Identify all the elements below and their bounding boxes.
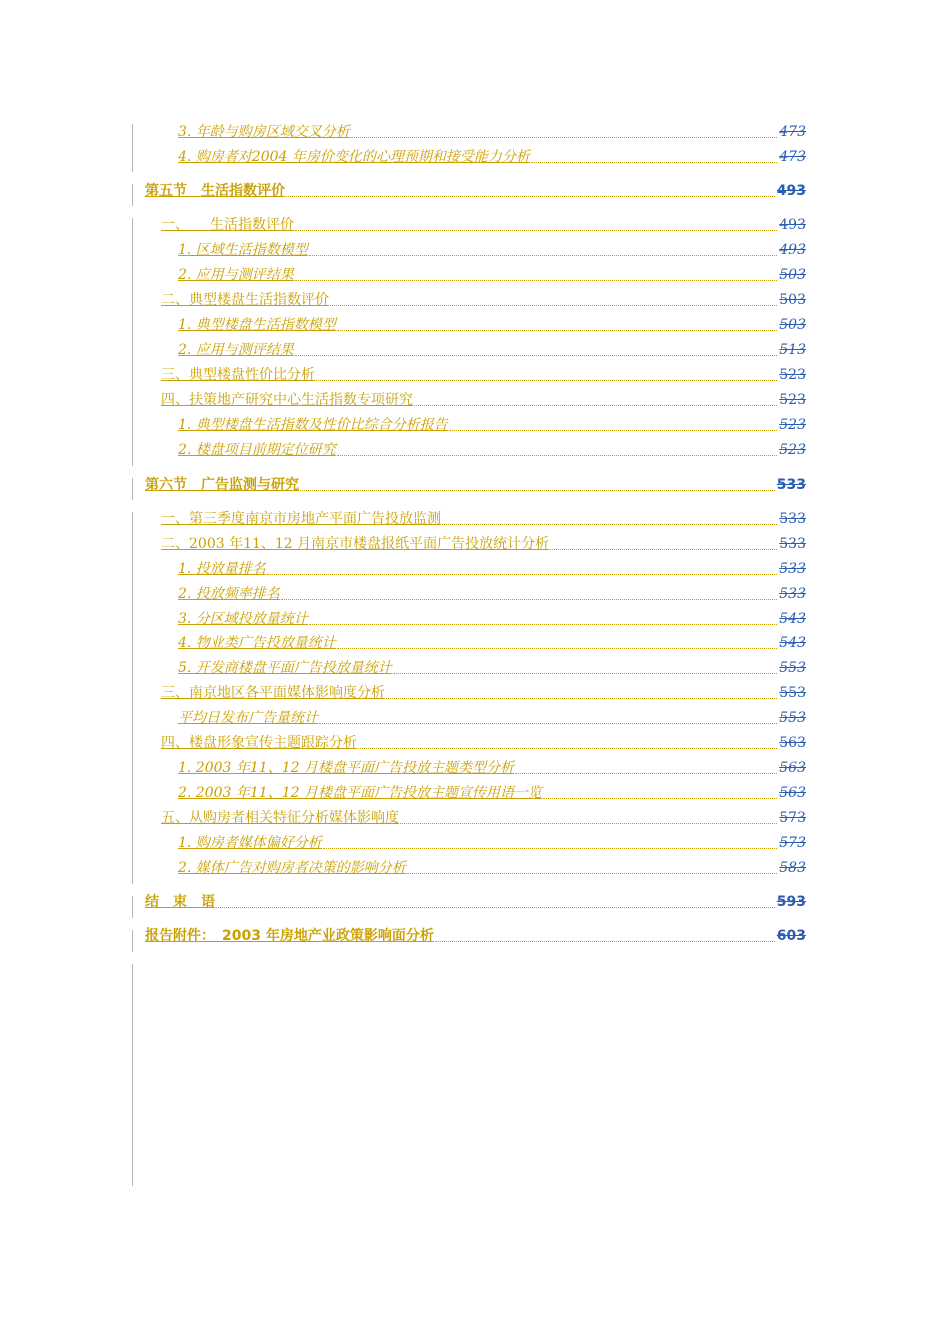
margin-rule-7 xyxy=(132,930,133,952)
toc-entry-title[interactable]: 四、楼盘形象宣传主题跟踪分析 xyxy=(161,735,357,751)
toc-entry-title[interactable]: 3. 分区域投放量统计 xyxy=(178,611,308,627)
toc-entry[interactable] xyxy=(178,558,806,580)
toc-entry-title[interactable]: 一、 生活指数评价 xyxy=(161,217,294,233)
toc-entry-title[interactable]: 2. 2003 年11、12 月楼盘平面广告投放主题宣传用语一览 xyxy=(178,785,542,801)
toc-leader-dots xyxy=(515,773,777,774)
toc-page-number[interactable]: 533 xyxy=(779,511,806,527)
toc-leader-dots xyxy=(442,524,777,525)
toc-page-number[interactable]: 553 xyxy=(779,710,806,726)
toc-entry[interactable] xyxy=(145,474,806,496)
toc-entry[interactable] xyxy=(161,389,806,411)
toc-page-number[interactable]: 523 xyxy=(779,442,806,458)
toc-leader-dots xyxy=(295,355,777,356)
toc-entry[interactable] xyxy=(178,583,806,605)
toc-leader-dots xyxy=(531,162,777,163)
toc-entry[interactable] xyxy=(178,146,806,168)
toc-entry-title[interactable]: 1. 典型楼盘生活指数及性价比综合分析报告 xyxy=(178,417,448,433)
toc-page-number[interactable]: 553 xyxy=(779,685,806,701)
toc-leader-dots xyxy=(309,624,777,625)
toc-leader-dots xyxy=(550,549,777,550)
margin-rule-6 xyxy=(132,896,133,918)
toc-leader-dots xyxy=(309,255,777,256)
toc-leader-dots xyxy=(400,823,777,824)
toc-leader-dots xyxy=(330,305,777,306)
toc-entry[interactable] xyxy=(178,857,806,879)
margin-rule-2 xyxy=(132,184,133,206)
toc-leader-dots xyxy=(337,648,777,649)
toc-entry-title[interactable]: 3. 年龄与购房区域交叉分析 xyxy=(178,124,350,140)
toc-leader-dots xyxy=(323,848,777,849)
toc-leader-dots xyxy=(407,873,777,874)
toc-entry[interactable] xyxy=(178,632,806,654)
toc-entry[interactable] xyxy=(178,264,806,286)
toc-entry-title[interactable]: 一、第三季度南京市房地产平面广告投放监测 xyxy=(161,511,441,527)
toc-entry-title[interactable]: 1. 2003 年11、12 月楼盘平面广告投放主题类型分析 xyxy=(178,760,514,776)
margin-rule-8 xyxy=(132,964,133,1186)
toc-page-number[interactable]: 503 xyxy=(779,317,806,333)
margin-rule-3 xyxy=(132,218,133,466)
toc-entry[interactable] xyxy=(178,314,806,336)
toc-entry-title[interactable]: 4. 购房者对2004 年房价变化的心理预期和接受能力分析 xyxy=(178,149,530,165)
toc-page-number[interactable]: 513 xyxy=(779,342,806,358)
toc-page-number[interactable]: 553 xyxy=(779,660,806,676)
toc-page-number[interactable]: 473 xyxy=(779,124,806,140)
toc-entry-title[interactable]: 4. 物业类广告投放量统计 xyxy=(178,635,336,651)
toc-leader-dots xyxy=(543,798,777,799)
toc-entry-title[interactable]: 二、典型楼盘生活指数评价 xyxy=(161,292,329,308)
toc-leader-dots xyxy=(295,280,777,281)
toc-page-number[interactable]: 533 xyxy=(779,561,806,577)
toc-entry-title[interactable]: 平均日发布广告量统计 xyxy=(178,710,318,726)
toc-entry-title[interactable]: 2. 投放频率排名 xyxy=(178,586,280,602)
toc-page-number[interactable]: 543 xyxy=(779,635,806,651)
toc-entry-title[interactable]: 五、从购房者相关特征分析媒体影响度 xyxy=(161,810,399,826)
toc-entry-title[interactable]: 2. 应用与测评结果 xyxy=(178,267,294,283)
toc-page-number[interactable]: 493 xyxy=(779,242,806,258)
toc-page-number[interactable]: 523 xyxy=(779,392,806,408)
toc-entry[interactable] xyxy=(161,214,806,236)
toc-page-number[interactable]: 563 xyxy=(779,735,806,751)
toc-entry-title[interactable]: 1. 购房者媒体偏好分析 xyxy=(178,835,322,851)
toc-page-number[interactable]: 523 xyxy=(779,367,806,383)
toc-entry-title[interactable]: 第五节 生活指数评价 xyxy=(145,183,285,199)
toc-leader-dots xyxy=(295,230,777,231)
toc-leader-dots xyxy=(435,941,775,942)
toc-page-number[interactable]: 573 xyxy=(779,835,806,851)
toc-entry-title[interactable]: 1. 区域生活指数模型 xyxy=(178,242,308,258)
toc-entry-title[interactable]: 结 束 语 xyxy=(145,894,215,910)
toc-page-number[interactable]: 503 xyxy=(779,267,806,283)
toc-page-number[interactable]: 603 xyxy=(776,928,806,944)
toc-entry[interactable] xyxy=(145,180,806,202)
toc-entry[interactable] xyxy=(178,239,806,261)
toc-entry[interactable] xyxy=(178,339,806,361)
margin-rule-1 xyxy=(132,124,133,172)
toc-leader-dots xyxy=(358,748,777,749)
toc-page-number[interactable]: 493 xyxy=(779,217,806,233)
toc-entry[interactable] xyxy=(161,682,806,704)
toc-page-number[interactable]: 573 xyxy=(779,810,806,826)
toc-entry-title[interactable]: 三、南京地区各平面媒体影响度分析 xyxy=(161,685,385,701)
toc-entry[interactable] xyxy=(161,807,806,829)
toc-leader-dots xyxy=(414,405,777,406)
toc-entry-title[interactable]: 二、2003 年11、12 月南京市楼盘报纸平面广告投放统计分析 xyxy=(161,536,550,552)
toc-entry-title[interactable]: 三、典型楼盘性价比分析 xyxy=(161,367,315,383)
toc-leader-dots xyxy=(386,698,777,699)
toc-leader-dots xyxy=(216,907,775,908)
toc-entry[interactable] xyxy=(178,832,806,854)
toc-leader-dots xyxy=(281,599,777,600)
toc-page-number[interactable]: 533 xyxy=(776,477,806,493)
toc-leader-dots xyxy=(351,137,777,138)
toc-entry[interactable] xyxy=(178,439,806,461)
toc-entry[interactable] xyxy=(178,608,806,630)
toc-page-number[interactable]: 583 xyxy=(779,860,806,876)
toc-entry-title[interactable]: 2. 应用与测评结果 xyxy=(178,342,294,358)
toc-page-number[interactable]: 493 xyxy=(776,183,806,199)
toc-leader-dots xyxy=(286,196,775,197)
toc-entry[interactable] xyxy=(145,925,806,947)
toc-entry-title[interactable]: 2. 媒体广告对购房者决策的影响分析 xyxy=(178,860,406,876)
toc-entry-title[interactable]: 1. 投放量排名 xyxy=(178,561,266,577)
toc-entry[interactable] xyxy=(161,533,806,555)
toc-leader-dots xyxy=(337,455,777,456)
toc-entry[interactable] xyxy=(178,782,806,804)
toc-page-number[interactable]: 593 xyxy=(776,894,806,910)
toc-page-number[interactable]: 523 xyxy=(779,417,806,433)
toc-entry[interactable] xyxy=(178,657,806,679)
toc-page-number[interactable]: 503 xyxy=(779,292,806,308)
toc-leader-dots xyxy=(300,490,775,491)
toc-leader-dots xyxy=(393,673,777,674)
toc-page-number[interactable]: 563 xyxy=(779,760,806,776)
toc-entry[interactable] xyxy=(161,364,806,386)
toc-leader-dots xyxy=(316,380,777,381)
toc-entry-title[interactable]: 1. 典型楼盘生活指数模型 xyxy=(178,317,336,333)
toc-leader-dots xyxy=(337,330,777,331)
toc-leader-dots xyxy=(449,430,777,431)
toc-page-number[interactable]: 563 xyxy=(779,785,806,801)
toc-entry[interactable] xyxy=(161,289,806,311)
toc-entry-title[interactable]: 2. 楼盘项目前期定位研究 xyxy=(178,442,336,458)
toc-page-number[interactable]: 533 xyxy=(779,586,806,602)
toc-entry-title[interactable]: 四、扶策地产研究中心生活指数专项研究 xyxy=(161,392,413,408)
toc-leader-dots xyxy=(267,574,777,575)
toc-page-number[interactable]: 533 xyxy=(779,536,806,552)
margin-rule-4 xyxy=(132,478,133,500)
toc-page-number[interactable]: 543 xyxy=(779,611,806,627)
toc-entry[interactable] xyxy=(145,891,806,913)
toc-entry[interactable] xyxy=(161,732,806,754)
toc-entry[interactable] xyxy=(178,757,806,779)
toc-page-number[interactable]: 473 xyxy=(779,149,806,165)
toc-entry[interactable] xyxy=(178,121,806,143)
toc-entry-title[interactable]: 5. 开发商楼盘平面广告投放量统计 xyxy=(178,660,392,676)
toc-entry-title[interactable]: 第六节 广告监测与研究 xyxy=(145,477,299,493)
margin-rule-5 xyxy=(132,512,133,884)
toc-entry[interactable] xyxy=(178,414,806,436)
toc-leader-dots xyxy=(319,723,777,724)
toc-entry-title[interactable]: 报告附件： 2003 年房地产业政策影响面分析 xyxy=(145,928,434,944)
toc-entry[interactable] xyxy=(161,508,806,530)
toc-entry[interactable] xyxy=(178,707,806,729)
